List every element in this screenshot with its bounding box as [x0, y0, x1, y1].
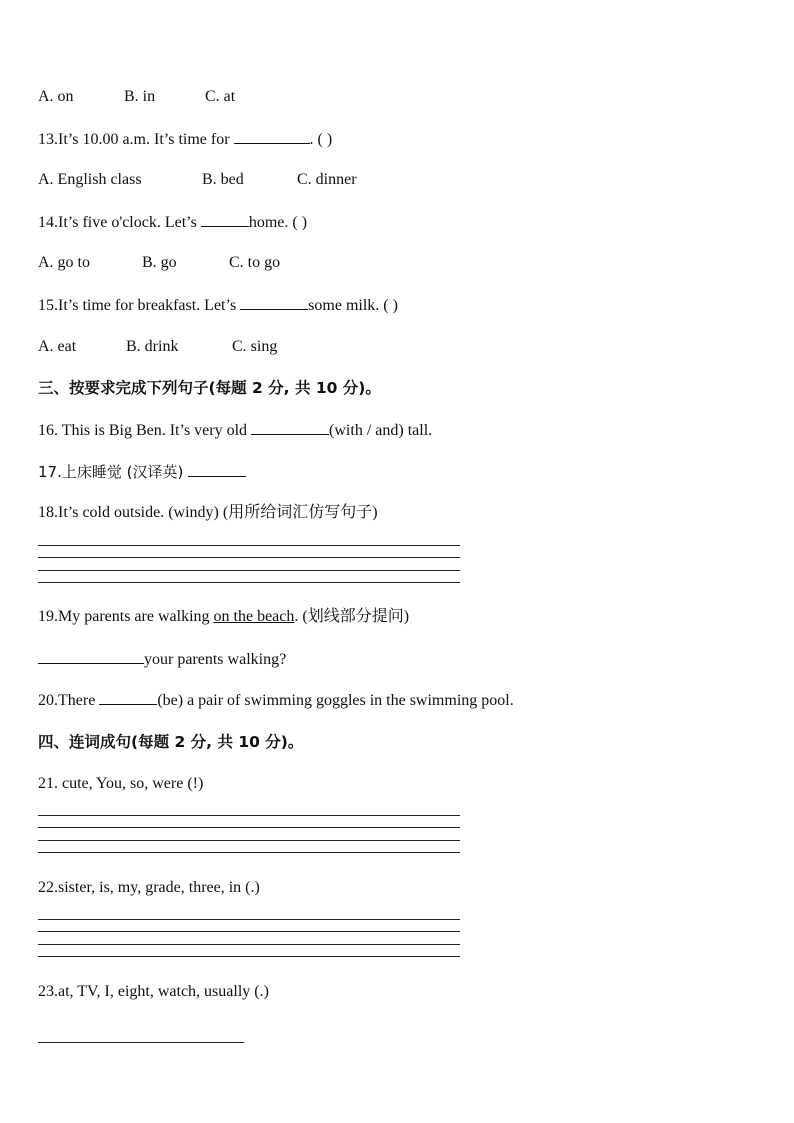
q22-question: 22.sister, is, my, grade, three, in (.)	[38, 879, 260, 896]
q15-option-c: C. sing	[232, 338, 278, 355]
q15-option-b: B. drink	[126, 338, 179, 355]
q18-question: 18.It’s cold outside. (windy) (用所给词汇仿写句子)	[38, 504, 378, 521]
q21-answer-line-2[interactable]	[38, 827, 460, 828]
q15-option-a: A. eat	[38, 338, 77, 355]
q13-option-c: C. dinner	[297, 171, 357, 188]
q23-question: 23.at, TV, I, eight, watch, usually (.)	[38, 983, 269, 1000]
q22-answer-line-4[interactable]	[38, 956, 460, 957]
q16-answer-blank[interactable]	[251, 420, 329, 435]
q21-question: 21. cute, You, so, were (!)	[38, 775, 204, 792]
q20-question	[38, 690, 514, 711]
q12-option-c: C. at	[205, 88, 236, 105]
q19-answer-line	[38, 649, 286, 670]
q15-answer-blank[interactable]	[240, 295, 308, 310]
q14-question	[38, 212, 307, 233]
q19-answer-blank[interactable]	[38, 649, 144, 664]
q19-answer-suffix: your parents walking?	[144, 651, 287, 668]
q15-question	[38, 295, 398, 316]
q21-answer-line-4[interactable]	[38, 852, 460, 853]
q22-answer-line-2[interactable]	[38, 931, 460, 932]
section-4-heading: 四、连词成句(每题 2 分, 共 10 分)。	[38, 733, 304, 751]
q14-option-a: A. go to	[38, 254, 90, 271]
q13-suffix: . ( )	[309, 131, 333, 148]
q17-question	[38, 462, 246, 482]
q13-answer-blank[interactable]	[234, 129, 310, 144]
section-3-heading: 三、按要求完成下列句子(每题 2 分, 共 10 分)。	[38, 379, 381, 397]
q17-answer-blank[interactable]	[188, 462, 246, 477]
q14-option-b: B. go	[142, 254, 177, 271]
q14-option-c: C. to go	[229, 254, 281, 271]
q14-answer-blank[interactable]	[201, 212, 249, 227]
q20-prefix: 20.There	[38, 692, 96, 709]
q12-option-a: A. on	[38, 88, 74, 105]
q13-prefix: 13.It’s 10.00 a.m. It’s time for	[38, 131, 230, 148]
q16-prefix: 16. This is Big Ben. It’s very old	[38, 422, 248, 439]
q16-suffix: (with / and) tall.	[329, 422, 433, 439]
q19-prefix: 19.My parents are walking	[38, 608, 210, 625]
q13-option-b: B. bed	[202, 171, 244, 188]
q22-answer-line-1[interactable]	[38, 919, 460, 920]
q19-underlined-phrase: on the beach	[213, 608, 295, 625]
q19-suffix: . (划线部分提问)	[294, 608, 410, 625]
q16-question	[38, 420, 432, 441]
q14-prefix: 14.It’s five o'clock. Let’s	[38, 214, 197, 231]
q21-answer-line-3[interactable]	[38, 840, 460, 841]
q20-answer-blank[interactable]	[99, 690, 157, 705]
q21-answer-line-1[interactable]	[38, 815, 460, 816]
q22-answer-line-3[interactable]	[38, 944, 460, 945]
q20-suffix: (be) a pair of swimming goggles in the swimming pool.	[157, 692, 514, 709]
q18-answer-line-4[interactable]	[38, 582, 460, 583]
q19-question	[38, 607, 409, 627]
q15-prefix: 15.It’s time for breakfast. Let’s	[38, 297, 237, 314]
q18-answer-line-1[interactable]	[38, 545, 460, 546]
q18-answer-line-2[interactable]	[38, 557, 460, 558]
q13-question	[38, 129, 332, 150]
q15-suffix: some milk. ( )	[308, 297, 398, 314]
q23-answer-line[interactable]	[38, 1042, 244, 1043]
q13-option-a: A. English class	[38, 171, 142, 188]
q17-prefix: 17.上床睡觉 (汉译英)	[38, 463, 184, 481]
q18-answer-line-3[interactable]	[38, 570, 460, 571]
q12-option-b: B. in	[124, 88, 156, 105]
q14-suffix: home. ( )	[248, 214, 308, 231]
